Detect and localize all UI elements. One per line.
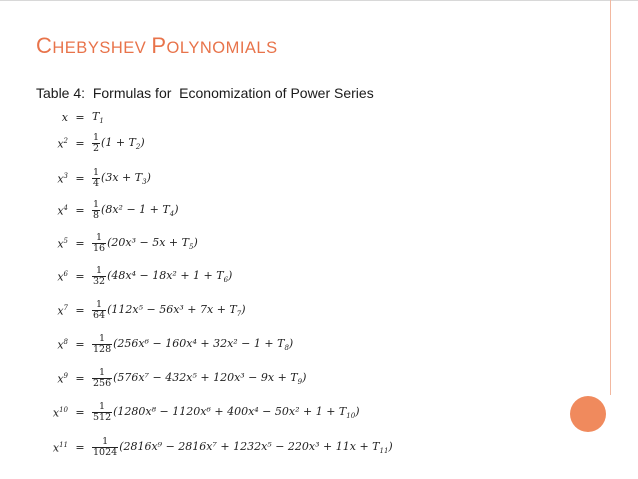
- formula-exponent: 4: [63, 203, 68, 212]
- formula-body: $(1280x^8 - 1120x^6 + 400x^4 - 50x^2 + 1 + T_{10})$: [113, 404, 360, 421]
- formula-subscript: 7: [236, 310, 242, 319]
- title-initial-2: P: [151, 33, 167, 58]
- equals-sign: =: [75, 338, 85, 351]
- formula-rhs: [92, 168, 151, 189]
- table-caption: Table 4: Formulas for Economization of Power Series: [36, 85, 374, 101]
- formula-exponent: 2: [63, 136, 68, 145]
- formula-body: $(576x^7 - 432x^5 + 120x^3 - 9x + T_9)$: [113, 370, 307, 387]
- formula-lhs: $x^9$: [57, 371, 68, 386]
- formula-fraction: [92, 200, 100, 221]
- formula-row: [40, 334, 293, 355]
- formula-body: $T_1$: [92, 110, 104, 126]
- formula-fraction: [92, 334, 112, 355]
- formula-exponent: 9: [63, 371, 68, 380]
- formula-fraction: [92, 437, 118, 458]
- formula-rhs: [92, 233, 198, 254]
- formula-subscript: 5: [188, 243, 194, 252]
- equals-sign: =: [75, 270, 85, 283]
- formula-lhs: $x^8$: [57, 337, 68, 352]
- formula-row: [40, 200, 178, 221]
- fraction-numerator: 1: [93, 132, 100, 143]
- fraction-denominator: 4: [93, 178, 100, 189]
- formula-row: [40, 368, 306, 389]
- fraction-numerator: 1: [96, 232, 103, 243]
- equals-sign: =: [75, 237, 85, 250]
- equals-sign: =: [75, 204, 85, 217]
- formula-exponent: 5: [63, 236, 68, 245]
- formula-exponent: 8: [63, 337, 68, 346]
- formula-body: $(2816x^9 - 2816x^7 + 1232x^5 - 220x^3 + 11x + T_{11})$: [119, 439, 393, 456]
- top-divider: [0, 0, 638, 1]
- formula-subscript: 1: [99, 117, 104, 126]
- formula-body: $(3x + T_3)$: [101, 170, 151, 187]
- fraction-denominator: 32: [93, 276, 106, 287]
- fraction-numerator: 1: [102, 436, 109, 447]
- formula-body: $(256x^6 - 160x^4 + 32x^2 - 1 + T_8)$: [113, 336, 294, 353]
- formula-fraction: [92, 266, 106, 287]
- formula-row: [40, 437, 393, 458]
- formula-rhs: [92, 300, 246, 321]
- fraction-numerator: 1: [96, 265, 103, 276]
- formula-row: [40, 133, 145, 154]
- formula-lhs: x: [61, 111, 68, 125]
- formula-fraction: [92, 133, 100, 154]
- fraction-numerator: 1: [96, 299, 103, 310]
- formula-exponent: 10: [59, 405, 68, 414]
- equals-sign: =: [75, 372, 85, 385]
- formula-fraction: [92, 233, 106, 254]
- formula-fraction: [92, 402, 112, 423]
- formula-body: $(112x^5 - 56x^3 + 7x + T_7)$: [107, 302, 246, 319]
- formula-lhs: $x^{11}$: [52, 440, 68, 455]
- fraction-denominator: 2: [93, 143, 100, 154]
- formula-subscript: 9: [297, 378, 303, 387]
- formula-subscript: 3: [142, 178, 147, 187]
- formula-row: [40, 233, 198, 254]
- formula-subscript: 8: [284, 344, 289, 353]
- fraction-denominator: 256: [93, 378, 112, 389]
- formula-subscript: 10: [346, 412, 356, 421]
- formula-lhs: $x^{10}$: [52, 405, 68, 420]
- formula-row: [40, 266, 232, 287]
- formula-subscript: 4: [169, 210, 175, 219]
- fraction-numerator: 1: [93, 199, 100, 210]
- formula-lhs: $x^2$: [57, 136, 68, 151]
- equals-sign: =: [75, 137, 85, 150]
- formula-lhs: $x^3$: [57, 171, 68, 186]
- formula-row: [40, 110, 104, 125]
- fraction-numerator: 1: [99, 401, 106, 412]
- formula-fraction: [92, 300, 106, 321]
- formula-lhs: $x^4$: [57, 203, 68, 218]
- fraction-denominator: 128: [93, 344, 112, 355]
- formula-lhs: $x^7$: [57, 303, 68, 318]
- fraction-denominator: 1024: [93, 447, 118, 458]
- title-initial-1: C: [36, 33, 53, 58]
- title-rest-1: HEBYSHEV: [52, 39, 152, 57]
- formula-subscript: 11: [379, 447, 389, 456]
- orange-circle-icon: [570, 396, 606, 432]
- formula-rhs: [92, 266, 232, 287]
- formula-rhs: [92, 334, 293, 355]
- formula-rhs: [92, 133, 145, 154]
- formula-rhs: [92, 437, 393, 458]
- equals-sign: =: [75, 172, 85, 185]
- fraction-denominator: 16: [93, 243, 106, 254]
- formula-row: [40, 402, 359, 423]
- formula-lhs: $x^6$: [57, 269, 68, 284]
- formula-body: $(48x^4 - 18x^2 + 1 + T_6)$: [107, 268, 233, 285]
- formula-subscript: 6: [223, 276, 229, 285]
- formula-exponent: 7: [63, 303, 68, 312]
- formula-rhs: [92, 200, 178, 221]
- formula-exponent: 6: [63, 269, 68, 278]
- formula-subscript: 2: [135, 143, 141, 152]
- formula-row: [40, 300, 246, 321]
- fraction-denominator: 64: [93, 310, 106, 321]
- formula-row: [40, 168, 151, 189]
- formula-fraction: [92, 368, 112, 389]
- title-rest-2: OLYNOMIALS: [166, 39, 278, 57]
- formula-body: $(1 + T_2)$: [101, 135, 145, 152]
- fraction-numerator: 1: [99, 333, 106, 344]
- equals-sign: =: [75, 441, 85, 454]
- formula-exponent: 11: [59, 440, 68, 449]
- fraction-denominator: 512: [93, 412, 112, 423]
- formula-body: $(20x^3 - 5x + T_5)$: [107, 235, 198, 252]
- formula-exponent: 3: [63, 171, 68, 180]
- formula-body: $(8x^2 - 1 + T_4)$: [101, 202, 179, 219]
- right-divider: [610, 0, 611, 395]
- equals-sign: =: [75, 111, 85, 125]
- fraction-numerator: 1: [99, 367, 106, 378]
- formula-rhs: [92, 402, 359, 423]
- formula-fraction: [92, 168, 100, 189]
- formula-lhs: $x^5$: [57, 236, 68, 251]
- formula-rhs: [92, 368, 306, 389]
- formula-rhs: [92, 110, 104, 125]
- fraction-denominator: 8: [93, 210, 100, 221]
- equals-sign: =: [75, 406, 85, 419]
- fraction-numerator: 1: [93, 167, 100, 178]
- equals-sign: =: [75, 304, 85, 317]
- slide-title: [36, 33, 278, 59]
